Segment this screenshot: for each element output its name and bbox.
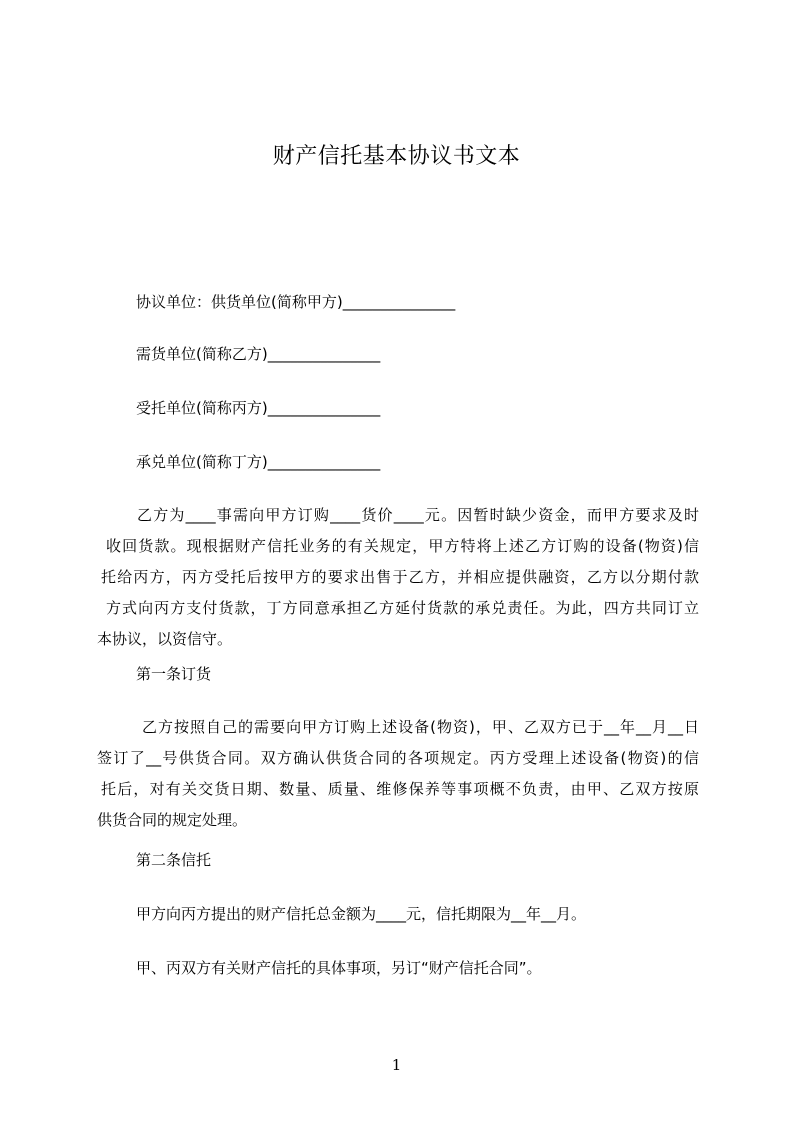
paragraph-line: 收回货款。现根据财产信托业务的有关规定，甲方特将上述乙方订购的设备(物资)信 [106,537,699,555]
party-trustee: 受托单位(简称丙方)_______________ [136,399,381,417]
article-2-clause-2: 甲、丙双方有关财产信托的具体事项，另订“财产信托合同”。 [136,959,542,977]
party-buyer: 需货单位(简称乙方)_______________ [136,345,381,363]
paragraph-line: 方式向丙方支付货款，丁方同意承担乙方延付货款的承兑责任。为此，四方共同订立 [106,599,699,617]
paragraph-line: 托给丙方，丙方受托后按甲方的要求出售于乙方，并相应提供融资，乙方以分期付款 [101,568,699,586]
paragraph-line: 乙方为____事需向甲方订购____货价____元。因暂时缺少资金，而甲方要求及时 [137,506,699,524]
party-acceptor: 承兑单位(简称丁方)_______________ [136,453,381,471]
article-1-heading: 第一条订货 [136,665,212,683]
paragraph-line: 托后，对有关交货日期、数量、质量、维修保养等事项概不负责，由甲、乙双方按原 [101,780,699,798]
preamble-paragraph [97,500,699,655]
party-supplier: 协议单位：供货单位(简称甲方)_______________ [136,293,456,311]
article-2-heading: 第二条信托 [136,851,212,869]
document-title: 财产信托基本协议书文本 [272,144,521,169]
page-number: 1 [391,1056,402,1074]
paragraph-line: 乙方按照自己的需要向甲方订购上述设备(物资)，甲、乙双方已于__年__月__日 [142,718,699,736]
paragraph-line: 供货合同的规定处理。 [97,811,248,829]
article-1-paragraph [97,712,699,836]
paragraph-line: 签订了__号供货合同。双方确认供货合同的各项规定。丙方受理上述设备(物资)的信 [97,749,699,767]
article-2-clause-1: 甲方向丙方提出的财产信托总金额为____元，信托期限为__年__月。 [136,905,587,923]
paragraph-line: 本协议，以资信守。 [97,630,233,648]
